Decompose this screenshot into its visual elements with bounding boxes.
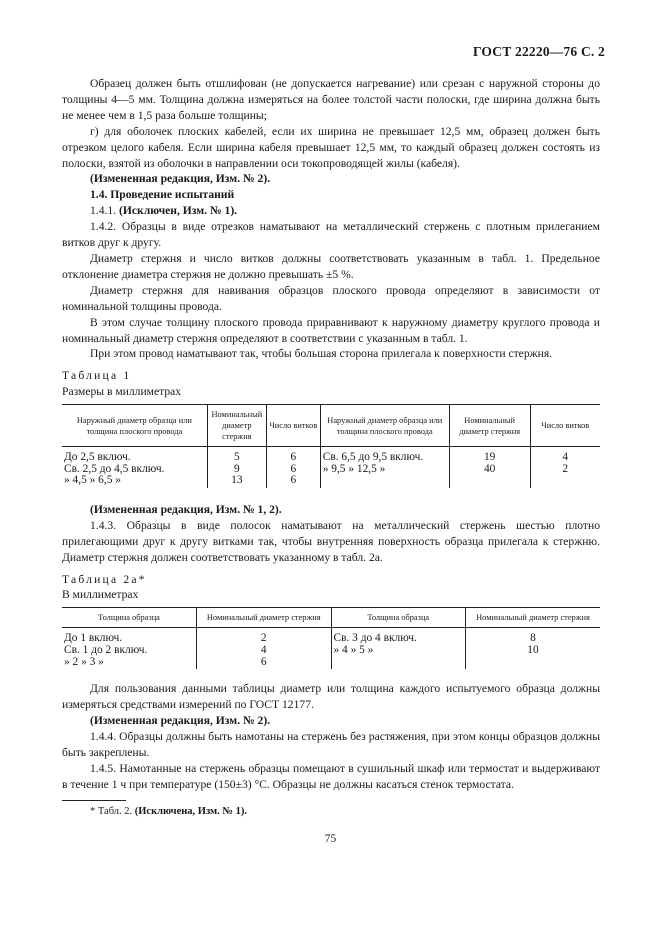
table-cell: » 9,5 » 12,5 » [320,464,449,476]
table-1 [62,404,600,488]
table-cell: 6 [197,657,332,670]
table-cell [530,475,600,488]
table-header-cell: Толщина образца [62,608,197,628]
table-cell: 2 [530,464,600,476]
section-heading: 1.4. Проведение испытаний [90,188,235,202]
paragraph: При этом провод наматывают так, чтобы большая сторона прилегала к поверхности стержня. [90,347,553,361]
paragraph: 1.4.2. Образцы в виде отрезков наматывают на металлический стержень с плотным прилеганием витков друг к другу. [62,220,600,250]
table-2a-caption: Таблица 2а* [62,572,147,586]
table-cell [320,475,449,488]
document-body [62,76,600,792]
table-cell: До 1 включ. [64,632,123,645]
paragraph: 1.4.3. Образцы в виде полосок наматывают на металлический стержень шестью плотно прилегающими друг к другу витками так, чтобы внутренняя поверхность образца прилегала к стержню. Диаметр стержня должен соответствовать указанному в табл. 2а. [62,518,600,564]
page-header: ГОСТ 22220—76 С. 2 [472,44,605,59]
table-cell [331,657,466,670]
table-cell: 40 [449,464,530,476]
table-row [62,657,600,670]
paragraph: Для пользования данными таблицы диаметр или толщина каждого испытуемого образца должны измеряться средствами измерений по ГОСТ 12177. [62,682,600,712]
table-cell: Св. 1 до 2 включ. [64,643,148,656]
table-1-units: Размеры в миллиметрах [62,385,182,399]
table-cell: 4 [197,645,332,657]
table-row [62,447,600,464]
table-2a-units: В миллиметрах [62,588,139,602]
table-cell: » 4 » 5 » [331,645,466,657]
table-2a [62,607,600,669]
table-cell: 6 [266,464,320,476]
table-cell: 9 [207,464,266,476]
paragraph: 1.4.5. Намотанные на стержень образцы помещают в сушильный шкаф или термостат и выдерживают в течение 1 ч при температуре (150±3) °С. Образцы не должны касаться стенок термостата. [62,761,600,791]
table-cell [449,475,530,488]
table-header-cell: Наружный диаметр образца или толщина плоского провода [320,405,449,447]
table-cell: 19 [449,447,530,464]
table-cell: 2 [197,628,332,645]
table-cell: 5 [207,447,266,464]
table-cell: 4 [530,447,600,464]
table-header-cell: Номинальный диаметр стержня [449,405,530,447]
table-row [62,645,600,657]
table-cell: 10 [466,645,601,657]
table-row [62,475,600,488]
table-cell [466,657,601,670]
table-cell: 6 [266,447,320,464]
table-row [62,464,600,476]
table-cell: 6 [266,475,320,488]
table-header-cell: Толщина образца [331,608,466,628]
table-row [62,628,600,645]
amendment-note: (Измененная редакция, Изм. № 1, 2). [90,502,282,516]
table-header-cell: Номинальный диаметр стержня [207,405,266,447]
table-cell: До 2,5 включ. [64,451,131,464]
table-cell: 8 [466,628,601,645]
table-cell: » 2 » 3 » [64,655,104,668]
paragraph: Образец должен быть отшлифован (не допускается нагревание) или срезан с наружной стороны до толщины 4—5 мм. Толщина должна измеряться на более толстой части полоски, где ширина должна быть не менее чем в 1,5 раза больше толщины; [62,77,600,122]
table-cell: 13 [207,475,266,488]
amendment-note: (Измененная редакция, Изм. № 2). [90,713,271,727]
paragraph: Диаметр стержня для навивания образцов плоского провода определяют в зависимости от номинальной толщины провода. [62,283,600,313]
table-header-cell: Номинальный диаметр стержня [197,608,332,628]
clause-excluded: 1.4.1. (Исключен, Изм. № 1). [90,204,238,218]
footnote-rule [62,800,126,801]
paragraph: В этом случае толщину плоского провода приравнивают к наружному диаметру круглого провода и номинальный диаметр стержня определяют в соответствии с указанным в табл. 1. [62,315,600,345]
table-1-caption: Таблица 1 [62,369,132,383]
amendment-note: (Измененная редакция, Изм. № 2). [90,172,271,186]
table-header-cell: Номинальный диаметр стержня [466,608,601,628]
table-cell: » 4,5 » 6,5 » [64,474,121,487]
table-header-cell: Число витков [530,405,600,447]
table-cell: Св. 6,5 до 9,5 включ. [320,447,449,464]
table-header-cell: Наружный диаметр образца или толщина плоского провода [62,405,207,447]
table-cell: Св. 2,5 до 4,5 включ. [64,462,165,475]
table-cell: Св. 3 до 4 включ. [331,628,466,645]
paragraph: 1.4.4. Образцы должны быть намотаны на стержень без растяжения, при этом концы образцов должны быть закреплены. [62,729,600,759]
page-number: 75 [324,833,337,845]
paragraph: г) для оболочек плоских кабелей, если их ширина не превышает 12,5 мм, образец должен быть отрезком целого кабеля. Если ширина кабеля превышает 12,5 мм, то каждый образец должен состоять из полоски, взятой из оболочки в направлении оси токопроводящей жилы (кабеля). [62,124,600,170]
paragraph: Диаметр стержня и число витков должны соответствовать указанным в табл. 1. Предельное отклонение диаметра стержня не должно превышать ±5 %. [62,251,600,281]
table-header-cell: Число витков [266,405,320,447]
footnote-amendment: (Исключена, Изм. № 1). [134,806,247,817]
footnote-text: * Табл. 2. [90,806,135,817]
footnote [90,806,247,817]
